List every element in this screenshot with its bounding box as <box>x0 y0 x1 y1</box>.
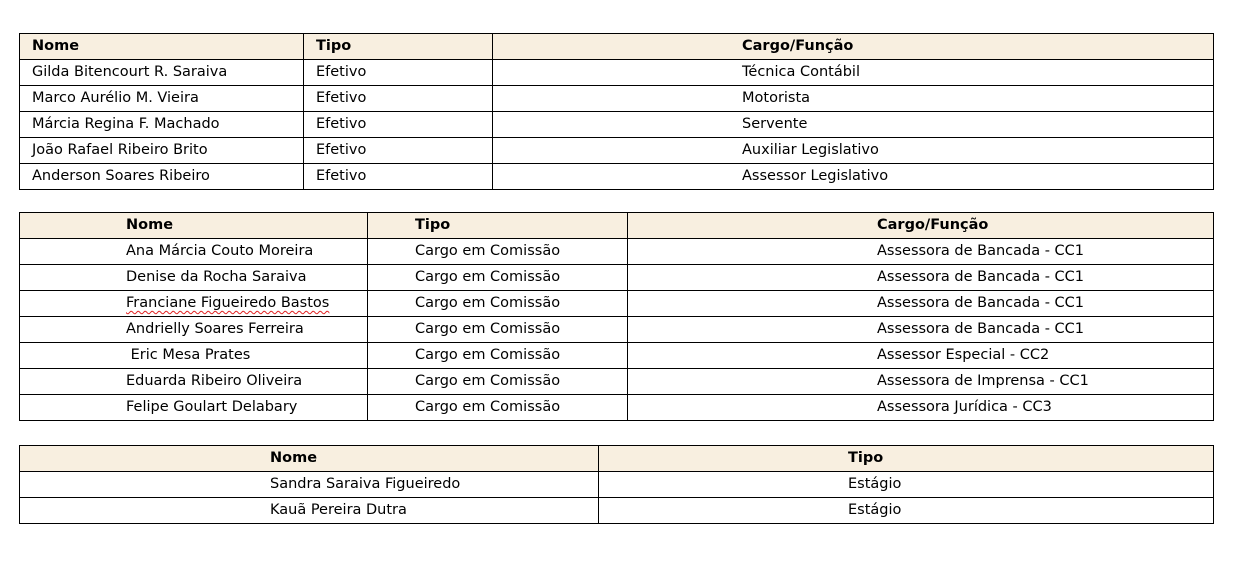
table-estagio <box>19 445 1214 524</box>
table-row <box>20 369 1214 395</box>
header-nome: Nome <box>20 213 368 239</box>
cell-cargo[interactable]: Auxiliar Legislativo <box>493 138 1214 164</box>
header-tipo: Tipo <box>304 34 493 60</box>
table-row <box>20 395 1214 421</box>
cell-nome[interactable]: Kauã Pereira Dutra <box>20 498 599 524</box>
table-row <box>20 112 1214 138</box>
cell-cargo[interactable]: Motorista <box>493 86 1214 112</box>
cell-nome[interactable]: Sandra Saraiva Figueiredo <box>20 472 599 498</box>
cell-tipo[interactable]: Estágio <box>599 472 1214 498</box>
cell-tipo[interactable]: Efetivo <box>304 138 493 164</box>
table-comissionados <box>19 212 1214 421</box>
cell-nome[interactable]: Franciane Figueiredo Bastos <box>20 291 368 317</box>
cell-cargo[interactable]: Assessor Especial - CC2 <box>628 343 1214 369</box>
cell-tipo[interactable]: Cargo em Comissão <box>368 291 628 317</box>
table-header-row <box>20 446 1214 472</box>
cell-cargo[interactable]: Técnica Contábil <box>493 60 1214 86</box>
cell-tipo[interactable]: Efetivo <box>304 112 493 138</box>
header-nome: Nome <box>20 34 304 60</box>
table-header-row <box>20 213 1214 239</box>
header-nome: Nome <box>20 446 599 472</box>
cell-tipo[interactable]: Cargo em Comissão <box>368 369 628 395</box>
cell-tipo[interactable]: Cargo em Comissão <box>368 343 628 369</box>
table-row <box>20 60 1214 86</box>
cell-tipo[interactable]: Efetivo <box>304 86 493 112</box>
table-row <box>20 472 1214 498</box>
table-row <box>20 498 1214 524</box>
table-row <box>20 164 1214 190</box>
cell-nome[interactable]: Felipe Goulart Delabary <box>20 395 368 421</box>
cell-tipo[interactable]: Efetivo <box>304 60 493 86</box>
table-row <box>20 317 1214 343</box>
cell-nome[interactable]: João Rafael Ribeiro Brito <box>20 138 304 164</box>
cell-tipo[interactable]: Estágio <box>599 498 1214 524</box>
cell-cargo[interactable]: Assessora de Bancada - CC1 <box>628 265 1214 291</box>
cell-nome[interactable]: Eduarda Ribeiro Oliveira <box>20 369 368 395</box>
cell-nome[interactable]: Anderson Soares Ribeiro <box>20 164 304 190</box>
cell-nome[interactable]: Marco Aurélio M. Vieira <box>20 86 304 112</box>
cell-nome[interactable]: Márcia Regina F. Machado <box>20 112 304 138</box>
table-efetivos <box>19 33 1214 190</box>
cell-nome[interactable]: Denise da Rocha Saraiva <box>20 265 368 291</box>
cell-nome[interactable]: Andrielly Soares Ferreira <box>20 317 368 343</box>
cell-tipo[interactable]: Cargo em Comissão <box>368 395 628 421</box>
header-tipo: Tipo <box>368 213 628 239</box>
cell-tipo[interactable]: Cargo em Comissão <box>368 239 628 265</box>
header-cargo-funcao: Cargo/Função <box>628 213 1214 239</box>
table-row <box>20 239 1214 265</box>
table-row <box>20 291 1214 317</box>
table-row <box>20 86 1214 112</box>
cell-cargo[interactable]: Assessora de Bancada - CC1 <box>628 317 1214 343</box>
table-row <box>20 138 1214 164</box>
cell-nome[interactable]: Ana Márcia Couto Moreira <box>20 239 368 265</box>
cell-cargo[interactable]: Assessora Jurídica - CC3 <box>628 395 1214 421</box>
cell-cargo[interactable]: Assessora de Imprensa - CC1 <box>628 369 1214 395</box>
table-row <box>20 343 1214 369</box>
table-header-row <box>20 34 1214 60</box>
cell-cargo[interactable]: Assessor Legislativo <box>493 164 1214 190</box>
cell-nome[interactable]: Eric Mesa Prates <box>20 343 368 369</box>
table-row <box>20 265 1214 291</box>
cell-nome[interactable]: Gilda Bitencourt R. Saraiva <box>20 60 304 86</box>
header-cargo-funcao: Cargo/Função <box>493 34 1214 60</box>
cell-cargo[interactable]: Assessora de Bancada - CC1 <box>628 291 1214 317</box>
cell-cargo[interactable]: Assessora de Bancada - CC1 <box>628 239 1214 265</box>
cell-tipo[interactable]: Cargo em Comissão <box>368 317 628 343</box>
header-tipo: Tipo <box>599 446 1214 472</box>
cell-cargo[interactable]: Servente <box>493 112 1214 138</box>
cell-tipo[interactable]: Efetivo <box>304 164 493 190</box>
cell-tipo[interactable]: Cargo em Comissão <box>368 265 628 291</box>
